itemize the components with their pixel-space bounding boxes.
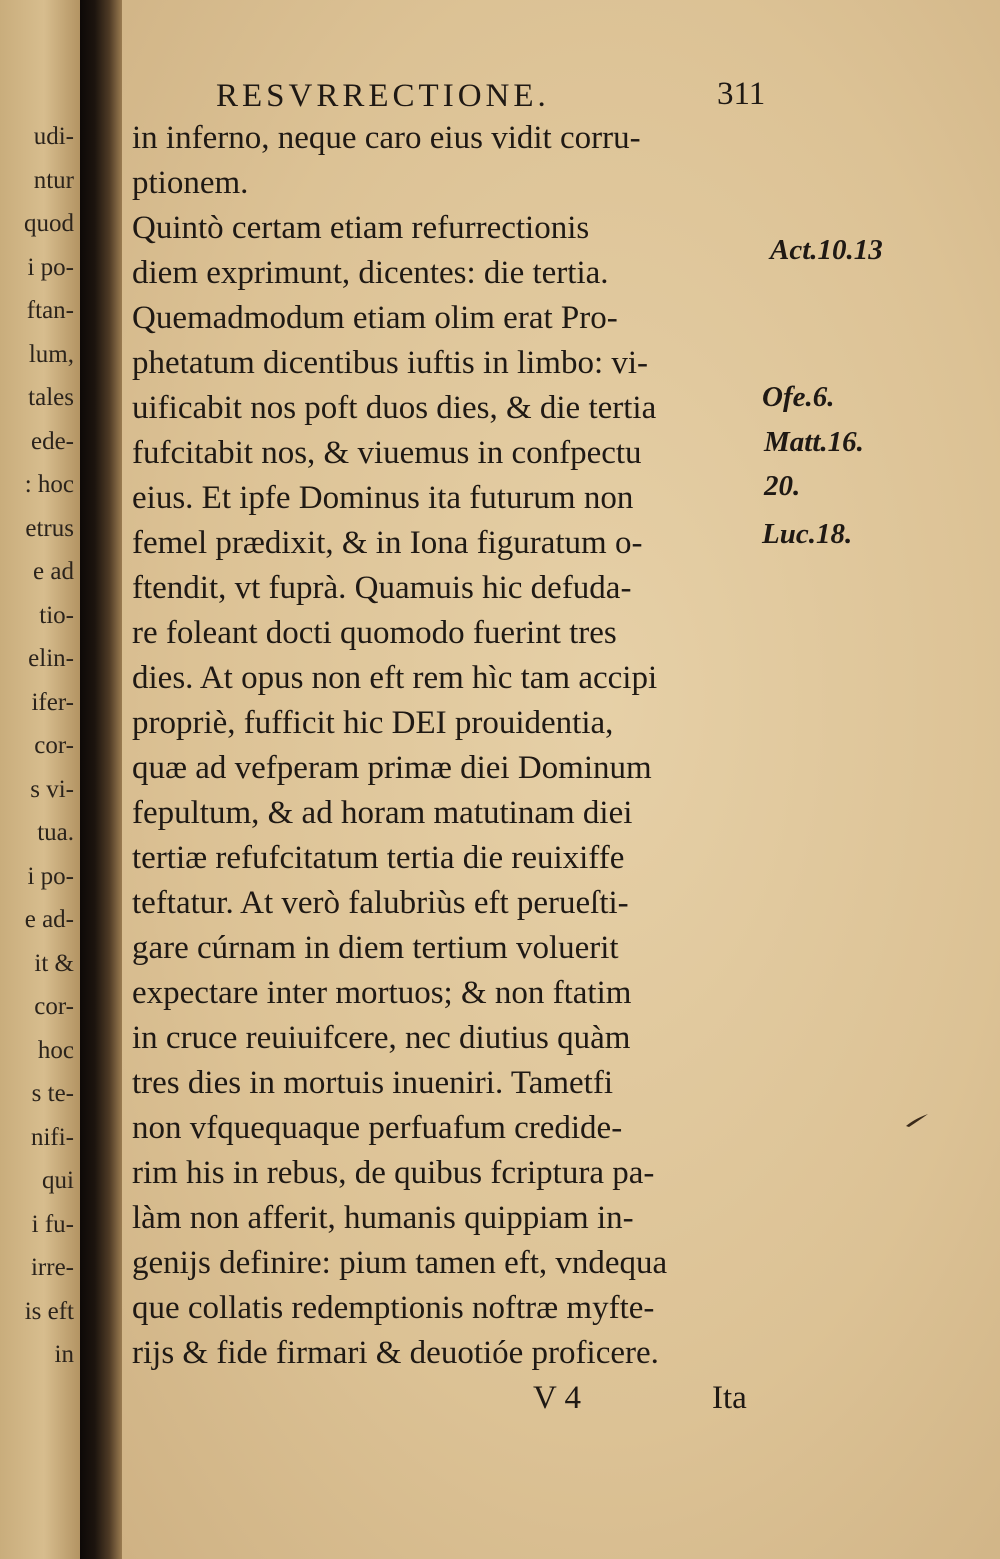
text-line: Quintò certam etiam refurrectionis [132, 210, 590, 246]
facing-line-ending: ifer- [31, 688, 74, 716]
facing-line-ending: s vi- [30, 775, 74, 803]
text-line: làm non afferit, humanis quippiam in- [132, 1200, 634, 1236]
facing-line-ending: ftan- [26, 297, 74, 324]
facing-line-ending: e ad- [24, 906, 74, 933]
facing-line-ending: udi- [33, 123, 74, 150]
text-line: fepultum, & ad horam matutinam diei [132, 795, 633, 831]
text-line: que collatis redemptionis noftræ myfte- [132, 1290, 655, 1326]
facing-line-ending: lum, [28, 340, 74, 368]
facing-line-ending: qui [42, 1167, 74, 1194]
facing-line-ending: in [54, 1341, 74, 1368]
facing-line-ending: cor- [34, 732, 74, 759]
text-line: ftendit, vt fuprà. Quamuis hic defuda- [132, 570, 632, 606]
facing-line-ending: ede- [30, 427, 74, 455]
facing-page-edge [0, 0, 80, 1559]
text-line: rim his in rebus, de quibus fcriptura pa- [132, 1155, 655, 1191]
facing-line-ending: cor- [34, 993, 74, 1020]
facing-line-ending: it & [34, 949, 74, 977]
facing-line-ending: tales [28, 384, 74, 411]
text-line: fufcitabit nos, & viuemus in confpectu [132, 435, 642, 471]
text-line: rijs & fide firmari & deuotióe proficere. [132, 1335, 659, 1371]
text-line: re foleant docti quomodo fuerint tres [132, 615, 617, 651]
facing-line-ending: is eft [24, 1297, 74, 1325]
text-line: phetatum dicentibus iuftis in limbo: vi- [132, 345, 649, 381]
facing-line-ending: nifi- [30, 1123, 74, 1151]
text-line: in inferno, neque caro eius vidit corru- [132, 120, 641, 156]
facing-line-ending: elin- [28, 645, 74, 672]
facing-line-ending: e ad [33, 558, 74, 585]
book-gutter [80, 0, 122, 1559]
text-line: quæ ad vefperam primæ diei Dominum [132, 750, 652, 786]
text-line: dies. At opus non eft rem hìc tam accipi [132, 660, 658, 696]
text-line: teftatur. At verò falubriùs eft perueſti- [132, 885, 629, 921]
margin-note-matthew-verse: 20. [764, 470, 801, 502]
text-line: propriè, fufficit hic DEI prouidentia, [132, 705, 614, 741]
ink-mark-icon [905, 1112, 929, 1128]
facing-line-ending: hoc [37, 1036, 74, 1064]
facing-line-ending: i fu- [31, 1210, 74, 1238]
text-line: diem exprimunt, dicentes: die tertia. [132, 255, 609, 291]
text-line: genijs definire: pium tamen eft, vndequa [132, 1245, 668, 1281]
text-line: Quemadmodum etiam olim erat Pro- [132, 300, 618, 336]
page-number: 311 [717, 76, 766, 112]
facing-line-ending: s te- [31, 1080, 74, 1107]
text-line: uificabit nos poft duos dies, & die tertia [132, 390, 657, 426]
text-line: eius. Et ipfe Dominus ita futurum non [132, 480, 634, 516]
text-line: expectare inter mortuos; & non ftatim [132, 975, 632, 1011]
text-line: tertiæ refufcitatum tertia die reuixiffe [132, 840, 625, 876]
text-line: ptionem. [132, 165, 249, 201]
catchword: Ita [712, 1380, 747, 1416]
facing-line-ending: : hoc [24, 471, 74, 498]
margin-note-acts: Act.10.13 [770, 234, 883, 266]
facing-line-ending: irre- [30, 1254, 74, 1281]
margin-note-matthew: Matt.16. [764, 426, 864, 458]
facing-line-ending: i po- [27, 862, 74, 890]
text-line: tres dies in mortuis inueniri. Tametfi [132, 1065, 613, 1101]
running-title: RESVRRECTIONE. [216, 78, 550, 114]
text-line: femel prædixit, & in Iona figuratum o- [132, 525, 643, 561]
text-line: in cruce reuiuifcere, nec diutius quàm [132, 1020, 631, 1056]
margin-note-luke: Luc.18. [762, 518, 853, 550]
facing-line-ending: tio- [39, 601, 74, 629]
facing-line-ending: etrus [25, 514, 74, 542]
facing-line-ending: ntur [33, 166, 74, 194]
facing-line-ending: tua. [37, 819, 74, 846]
text-line: non vfquequaque perfuafum credide- [132, 1110, 623, 1146]
signature-mark: V 4 [533, 1380, 581, 1416]
facing-line-ending: i po- [27, 253, 74, 281]
facing-line-ending: quod [24, 210, 74, 237]
text-line: gare cúrnam in diem tertium voluerit [132, 930, 619, 966]
margin-note-hosea: Ofe.6. [762, 381, 835, 413]
